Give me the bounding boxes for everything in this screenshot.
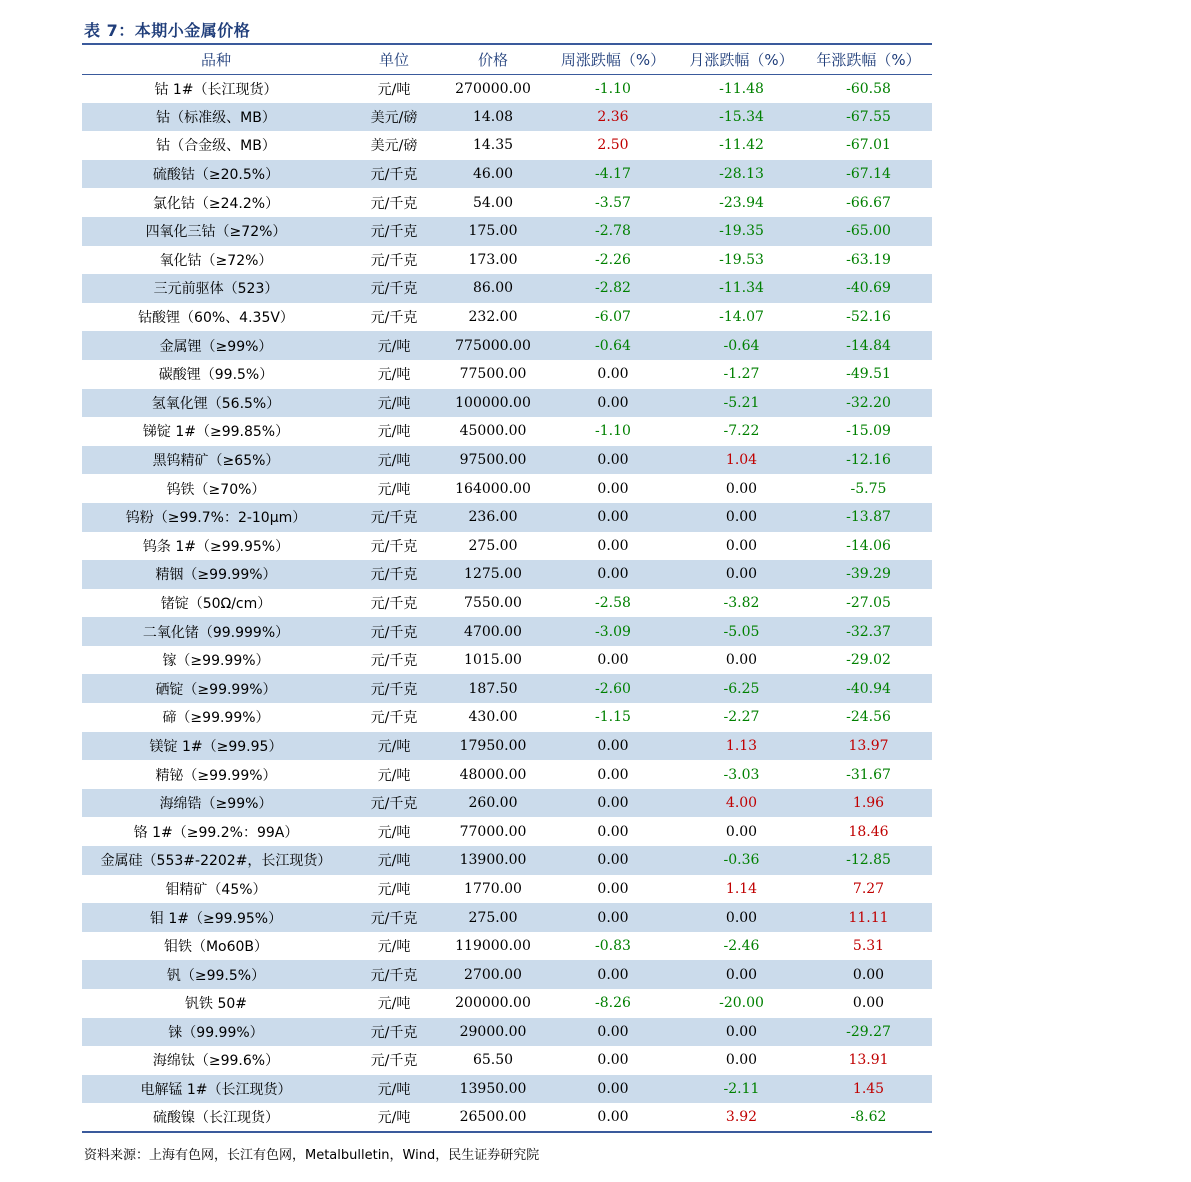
year-change-cell: -40.69 — [805, 274, 932, 303]
product-cell: 海绵钛（≥99.6%） — [152, 1053, 280, 1070]
product-cell: 金属锂（≥99%） — [82, 331, 350, 360]
table-row — [82, 989, 932, 1018]
product-cell: 三元前驱体（523） — [82, 274, 350, 303]
table-header-row — [82, 44, 932, 74]
unit-cell: 元/千克 — [370, 1053, 418, 1070]
year-change-cell: -40.94 — [805, 674, 932, 703]
week-change-cell: 0.00 — [548, 1018, 678, 1047]
year-change-cell: -29.02 — [846, 652, 891, 669]
week-change-cell: -1.15 — [595, 709, 631, 726]
table-row — [82, 360, 932, 389]
table-row — [82, 760, 932, 789]
header-month-change: 月涨跌幅（%） — [678, 44, 805, 74]
unit-cell: 元/吨 — [377, 939, 411, 956]
price-cell: 13950.00 — [438, 1075, 548, 1104]
product-cell: 镓（≥99.99%） — [162, 653, 270, 670]
price-cell: 65.50 — [472, 1052, 514, 1069]
product-cell: 钒（≥99.5%） — [82, 960, 350, 989]
month-change-cell: 1.13 — [678, 732, 805, 761]
table-row — [82, 875, 932, 904]
price-cell: 86.00 — [438, 274, 548, 303]
unit-cell: 元/千克 — [350, 960, 438, 989]
table-row — [82, 1103, 932, 1132]
price-cell: 45000.00 — [459, 423, 527, 440]
table-row — [82, 817, 932, 846]
table-row — [82, 846, 932, 875]
table-row — [82, 646, 932, 675]
month-change-cell: -7.22 — [723, 423, 760, 440]
week-change-cell: 2.36 — [548, 103, 678, 132]
metal-price-table — [82, 43, 932, 1133]
year-change-cell: -13.87 — [805, 503, 932, 532]
year-change-cell: 0.00 — [852, 995, 885, 1012]
year-change-cell: -29.27 — [805, 1018, 932, 1047]
year-change-cell: -52.16 — [846, 309, 891, 326]
product-cell: 锗锭（50Ω/cm） — [160, 595, 272, 612]
unit-cell: 元/千克 — [350, 560, 438, 589]
product-cell: 氯化钴（≥24.2%） — [152, 195, 280, 212]
table-row — [82, 503, 932, 532]
year-change-cell: 1.45 — [805, 1075, 932, 1104]
week-change-cell: -6.07 — [595, 309, 631, 326]
unit-cell: 元/千克 — [350, 1018, 438, 1047]
year-change-cell: -31.67 — [846, 766, 891, 783]
price-cell: 48000.00 — [459, 766, 527, 783]
product-cell: 精铟（≥99.99%） — [82, 560, 350, 589]
product-cell: 铬 1#（≥99.2%：99A） — [133, 824, 299, 841]
product-cell: 碲（≥99.99%） — [162, 710, 270, 727]
product-cell: 电解锰 1#（长江现货） — [82, 1075, 350, 1104]
unit-cell: 元/千克 — [370, 310, 418, 327]
week-change-cell: 0.00 — [548, 846, 678, 875]
week-change-cell: 0.00 — [548, 960, 678, 989]
month-change-cell: -0.36 — [678, 846, 805, 875]
price-cell: 119000.00 — [455, 938, 531, 955]
table-row — [82, 274, 932, 303]
table-row — [82, 74, 932, 103]
week-change-cell: 0.00 — [548, 1103, 678, 1132]
unit-cell: 元/吨 — [377, 767, 411, 784]
header-price: 价格 — [438, 44, 548, 74]
price-cell: 100000.00 — [438, 389, 548, 418]
year-change-cell: -14.84 — [805, 331, 932, 360]
week-change-cell: -0.64 — [548, 331, 678, 360]
year-change-cell: -12.16 — [805, 446, 932, 475]
year-change-cell: 5.31 — [852, 938, 885, 955]
week-change-cell: 0.00 — [548, 903, 678, 932]
year-change-cell: -39.29 — [805, 560, 932, 589]
table-row — [82, 160, 932, 189]
year-change-cell: -8.62 — [805, 1103, 932, 1132]
year-change-cell: 13.97 — [805, 732, 932, 761]
product-cell: 镁锭 1#（≥99.95） — [82, 732, 350, 761]
week-change-cell: -2.58 — [595, 594, 631, 611]
price-cell: 77500.00 — [459, 366, 527, 383]
unit-cell: 元/吨 — [377, 367, 411, 384]
price-cell: 1015.00 — [464, 652, 522, 669]
month-change-cell: -2.11 — [678, 1075, 805, 1104]
unit-cell: 元/吨 — [377, 424, 411, 441]
unit-cell: 元/千克 — [350, 217, 438, 246]
week-change-cell: 0.00 — [597, 1052, 629, 1069]
unit-cell: 美元/磅 — [350, 103, 438, 132]
unit-cell: 元/吨 — [377, 824, 411, 841]
year-change-cell: -12.85 — [805, 846, 932, 875]
month-change-cell: 1.14 — [725, 880, 758, 897]
month-change-cell: 0.00 — [678, 1018, 805, 1047]
table-row — [82, 217, 932, 246]
week-change-cell: 0.00 — [597, 652, 629, 669]
year-change-cell: -32.20 — [805, 389, 932, 418]
month-change-cell: 0.00 — [678, 560, 805, 589]
price-cell: 54.00 — [472, 194, 514, 211]
week-change-cell: 2.50 — [597, 137, 629, 154]
price-cell: 775000.00 — [438, 331, 548, 360]
month-change-cell: -23.94 — [719, 194, 764, 211]
week-change-cell: -4.17 — [548, 160, 678, 189]
year-change-cell: 11.11 — [805, 903, 932, 932]
product-cell: 钒铁 50# — [185, 996, 247, 1013]
table-row — [82, 103, 932, 132]
product-cell: 锑锭 1#（≥99.85%） — [142, 424, 290, 441]
unit-cell: 元/吨 — [350, 446, 438, 475]
month-change-cell: 0.00 — [725, 823, 758, 840]
year-change-cell: 1.96 — [805, 789, 932, 818]
table-row — [82, 303, 932, 332]
price-cell: 77000.00 — [459, 823, 527, 840]
product-cell: 钴 1#（长江现货） — [154, 81, 278, 98]
table-row — [82, 1046, 932, 1075]
month-change-cell: 3.92 — [678, 1103, 805, 1132]
year-change-cell: 13.91 — [848, 1052, 889, 1069]
month-change-cell: -1.27 — [723, 366, 760, 383]
month-change-cell: -2.46 — [723, 938, 760, 955]
price-cell: 2700.00 — [438, 960, 548, 989]
year-change-cell: -49.51 — [846, 366, 891, 383]
price-cell: 187.50 — [438, 674, 548, 703]
price-cell: 46.00 — [438, 160, 548, 189]
product-cell: 钴酸锂（60%、4.35V） — [138, 310, 294, 327]
header-year-change: 年涨跌幅（%） — [805, 44, 932, 74]
price-cell: 7550.00 — [464, 594, 522, 611]
week-change-cell: 0.00 — [597, 823, 629, 840]
price-cell: 200000.00 — [455, 995, 531, 1012]
price-cell: 13900.00 — [438, 846, 548, 875]
unit-cell: 元/千克 — [350, 274, 438, 303]
product-cell: 精铋（≥99.99%） — [155, 767, 277, 784]
week-change-cell: -0.83 — [595, 938, 631, 955]
year-change-cell: -15.09 — [846, 423, 891, 440]
week-change-cell: -2.60 — [548, 674, 678, 703]
product-cell: 钨铁（≥70%） — [166, 481, 266, 498]
unit-cell: 元/千克 — [350, 617, 438, 646]
price-cell: 14.35 — [472, 137, 514, 154]
month-change-cell: 0.00 — [725, 537, 758, 554]
product-cell: 四氧化三钴（≥72%） — [82, 217, 350, 246]
price-cell: 97500.00 — [438, 446, 548, 475]
week-change-cell: -1.10 — [595, 423, 631, 440]
month-change-cell: -20.00 — [719, 995, 764, 1012]
price-cell: 236.00 — [438, 503, 548, 532]
product-cell: 钼精矿（45%） — [165, 881, 267, 898]
unit-cell: 元/千克 — [370, 653, 418, 670]
week-change-cell: -3.09 — [548, 617, 678, 646]
unit-cell: 元/吨 — [377, 481, 411, 498]
table-row — [82, 903, 932, 932]
week-change-cell: 0.00 — [597, 766, 629, 783]
table-row — [82, 617, 932, 646]
table-row — [82, 732, 932, 761]
header-week-change: 周涨跌幅（%） — [548, 44, 678, 74]
table-row — [82, 1018, 932, 1047]
unit-cell: 元/千克 — [350, 160, 438, 189]
price-cell: 164000.00 — [455, 480, 531, 497]
week-change-cell: 0.00 — [597, 880, 629, 897]
price-cell: 430.00 — [468, 709, 518, 726]
week-change-cell: -8.26 — [595, 995, 631, 1012]
week-change-cell: -1.10 — [595, 80, 631, 97]
table-row — [82, 674, 932, 703]
year-change-cell: -67.14 — [805, 160, 932, 189]
unit-cell: 元/吨 — [377, 996, 411, 1013]
unit-cell: 元/千克 — [370, 595, 418, 612]
unit-cell: 元/千克 — [350, 789, 438, 818]
product-cell: 海绵锆（≥99%） — [82, 789, 350, 818]
month-change-cell: -0.64 — [678, 331, 805, 360]
year-change-cell: 18.46 — [848, 823, 889, 840]
table-row — [82, 389, 932, 418]
month-change-cell: -28.13 — [678, 160, 805, 189]
table-row — [82, 932, 932, 961]
product-cell: 氢氧化锂（56.5%） — [82, 389, 350, 418]
year-change-cell: -67.55 — [805, 103, 932, 132]
product-cell: 钨条 1#（≥99.95%） — [142, 538, 290, 555]
price-cell: 17950.00 — [438, 732, 548, 761]
month-change-cell: -6.25 — [678, 674, 805, 703]
month-change-cell: 0.00 — [725, 480, 758, 497]
unit-cell: 元/千克 — [350, 674, 438, 703]
unit-cell: 元/吨 — [350, 732, 438, 761]
month-change-cell: 0.00 — [678, 903, 805, 932]
price-cell: 270000.00 — [455, 80, 531, 97]
year-change-cell: -66.67 — [846, 194, 891, 211]
product-cell: 钴（标准级、MB） — [82, 103, 350, 132]
year-change-cell: -27.05 — [846, 594, 891, 611]
year-change-cell: -63.19 — [846, 251, 891, 268]
price-cell: 260.00 — [438, 789, 548, 818]
year-change-cell: 7.27 — [852, 880, 885, 897]
table-row — [82, 474, 932, 503]
product-cell: 钴（合金级、MB） — [156, 138, 276, 155]
month-change-cell: 0.00 — [725, 652, 758, 669]
table-row — [82, 703, 932, 732]
price-cell: 26500.00 — [438, 1103, 548, 1132]
month-change-cell: -5.21 — [678, 389, 805, 418]
week-change-cell: 0.00 — [548, 732, 678, 761]
month-change-cell: -2.27 — [723, 709, 760, 726]
month-change-cell: 4.00 — [678, 789, 805, 818]
month-change-cell: -5.05 — [678, 617, 805, 646]
table-row — [82, 589, 932, 618]
week-change-cell: -2.78 — [548, 217, 678, 246]
week-change-cell: -3.57 — [595, 194, 631, 211]
unit-cell: 元/吨 — [350, 331, 438, 360]
product-cell: 硫酸钴（≥20.5%） — [82, 160, 350, 189]
table-row — [82, 131, 932, 160]
week-change-cell: 0.00 — [548, 1075, 678, 1104]
table-body — [82, 74, 932, 1132]
table-row — [82, 960, 932, 989]
week-change-cell: 0.00 — [548, 446, 678, 475]
week-change-cell: 0.00 — [548, 789, 678, 818]
month-change-cell: -19.35 — [678, 217, 805, 246]
table-row — [82, 1075, 932, 1104]
product-cell: 硒锭（≥99.99%） — [82, 674, 350, 703]
table-row — [82, 446, 932, 475]
week-change-cell: 0.00 — [548, 560, 678, 589]
year-change-cell: -60.58 — [846, 80, 891, 97]
unit-cell: 元/吨 — [377, 81, 411, 98]
table-row — [82, 246, 932, 275]
month-change-cell: 0.00 — [678, 503, 805, 532]
week-change-cell: 0.00 — [597, 537, 629, 554]
price-cell: 1275.00 — [438, 560, 548, 589]
month-change-cell: 0.00 — [725, 1052, 758, 1069]
week-change-cell: 0.00 — [597, 480, 629, 497]
unit-cell: 美元/磅 — [370, 138, 418, 155]
product-cell: 钼铁（Mo60B） — [163, 939, 269, 956]
product-cell: 碳酸锂（99.5%） — [158, 367, 274, 384]
month-change-cell: -14.07 — [719, 309, 764, 326]
table-row — [82, 331, 932, 360]
product-cell: 二氧化锗（99.999%） — [82, 617, 350, 646]
month-change-cell: -3.82 — [723, 594, 760, 611]
price-cell: 173.00 — [468, 251, 518, 268]
product-cell: 金属硅（553#-2202#，长江现货） — [82, 846, 350, 875]
price-cell: 14.08 — [438, 103, 548, 132]
unit-cell: 元/千克 — [370, 538, 418, 555]
month-change-cell: -3.03 — [723, 766, 760, 783]
product-cell: 氧化钴（≥72%） — [159, 252, 273, 269]
price-cell: 1770.00 — [464, 880, 522, 897]
year-change-cell: -32.37 — [805, 617, 932, 646]
product-cell: 硫酸镍（长江现货） — [82, 1103, 350, 1132]
unit-cell: 元/千克 — [370, 710, 418, 727]
month-change-cell: -11.42 — [719, 137, 764, 154]
header-product: 品种 — [82, 44, 350, 74]
month-change-cell: -11.34 — [678, 274, 805, 303]
unit-cell: 元/千克 — [350, 503, 438, 532]
month-change-cell: -15.34 — [678, 103, 805, 132]
unit-cell: 元/千克 — [350, 903, 438, 932]
unit-cell: 元/千克 — [370, 252, 418, 269]
header-unit: 单位 — [350, 44, 438, 74]
table-row — [82, 532, 932, 561]
unit-cell: 元/吨 — [350, 846, 438, 875]
table-row — [82, 188, 932, 217]
week-change-cell: 0.00 — [548, 503, 678, 532]
table-row — [82, 417, 932, 446]
year-change-cell: -65.00 — [805, 217, 932, 246]
unit-cell: 元/吨 — [350, 389, 438, 418]
month-change-cell: 1.04 — [678, 446, 805, 475]
month-change-cell: -19.53 — [719, 251, 764, 268]
week-change-cell: 0.00 — [548, 389, 678, 418]
source-note: 资料来源：上海有色网，长江有色网，Metalbulletin，Wind，民生证券研究院 — [84, 1148, 540, 1163]
week-change-cell: 0.00 — [597, 366, 629, 383]
unit-cell: 元/吨 — [377, 881, 411, 898]
year-change-cell: -24.56 — [846, 709, 891, 726]
table-title: 表 7：本期小金属价格 — [84, 21, 251, 40]
price-cell: 232.00 — [468, 309, 518, 326]
month-change-cell: -11.48 — [719, 80, 764, 97]
unit-cell: 元/吨 — [350, 1103, 438, 1132]
price-cell: 29000.00 — [438, 1018, 548, 1047]
table-row — [82, 560, 932, 589]
product-cell: 钼 1#（≥99.95%） — [82, 903, 350, 932]
table-row — [82, 789, 932, 818]
week-change-cell: -2.82 — [548, 274, 678, 303]
price-cell: 275.00 — [468, 537, 518, 554]
year-change-cell: -5.75 — [850, 480, 887, 497]
week-change-cell: -2.26 — [595, 251, 631, 268]
unit-cell: 元/千克 — [370, 195, 418, 212]
product-cell: 钨粉（≥99.7%：2-10μm） — [82, 503, 350, 532]
price-cell: 175.00 — [438, 217, 548, 246]
price-cell: 275.00 — [438, 903, 548, 932]
price-cell: 4700.00 — [438, 617, 548, 646]
product-cell: 铼（99.99%） — [82, 1018, 350, 1047]
year-change-cell: -14.06 — [846, 537, 891, 554]
year-change-cell: -67.01 — [846, 137, 891, 154]
product-cell: 黑钨精矿（≥65%） — [82, 446, 350, 475]
year-change-cell: 0.00 — [805, 960, 932, 989]
month-change-cell: 0.00 — [678, 960, 805, 989]
unit-cell: 元/吨 — [350, 1075, 438, 1104]
